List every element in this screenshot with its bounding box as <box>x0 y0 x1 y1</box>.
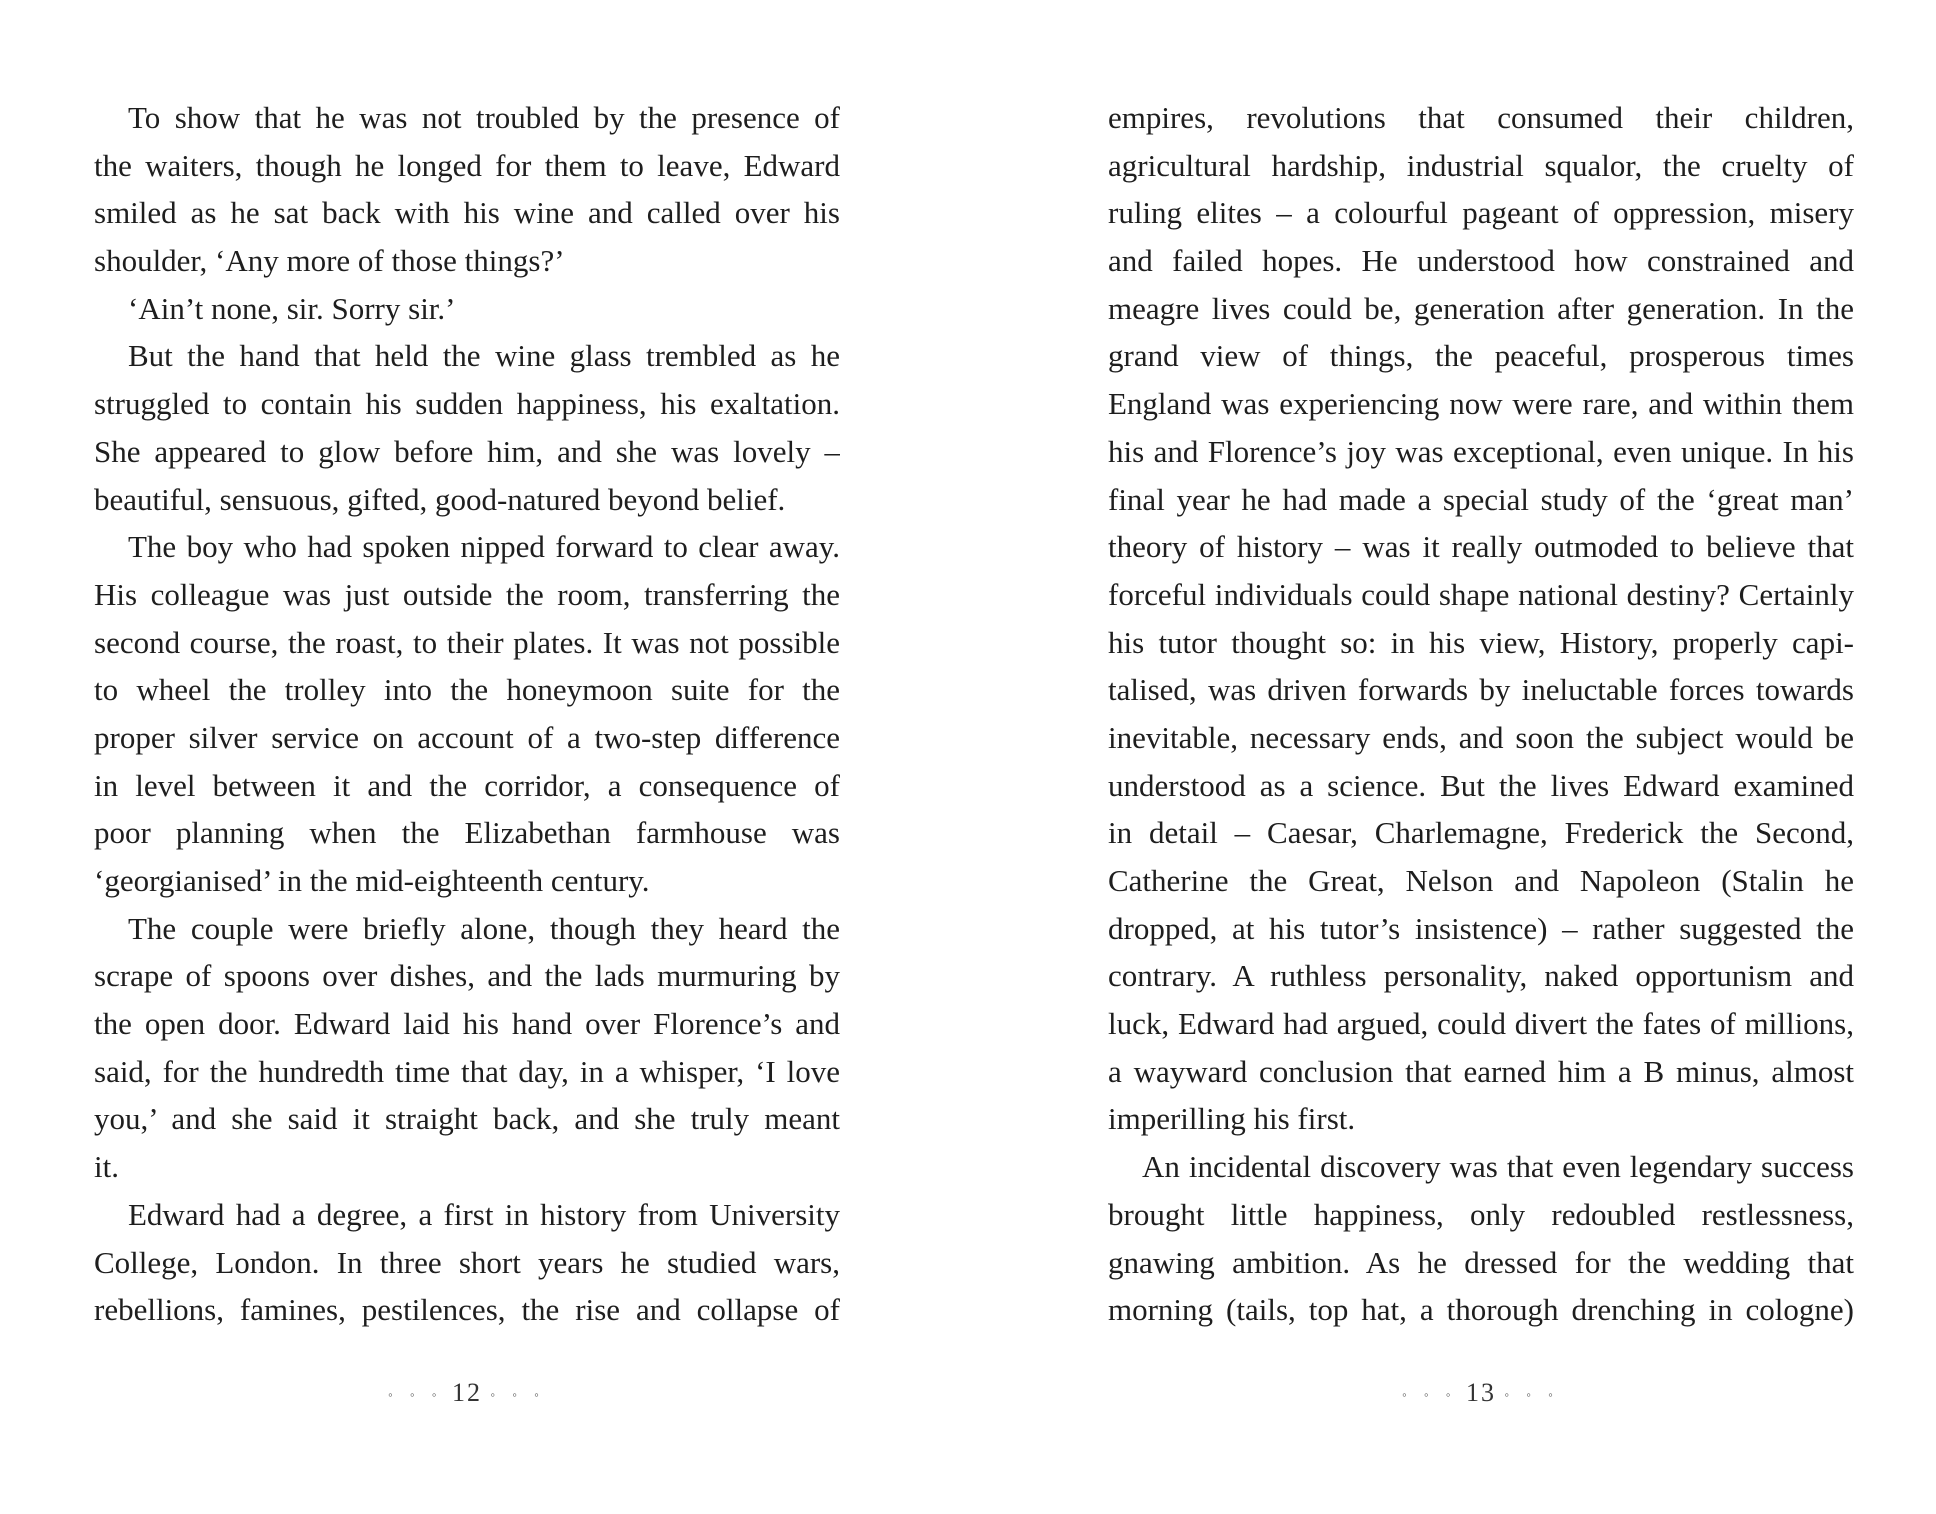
text-line: in level between it and the corridor, a consequence of <box>94 767 840 803</box>
text-line: the waiters, though he longed for them to leave, Edward <box>94 147 840 183</box>
text-line: forceful individuals could shape national destiny? Certainly <box>1108 576 1854 612</box>
text-line: ‘georgianised’ in the mid-eighteenth century. <box>94 863 650 898</box>
text-line: smiled as he sat back with his wine and called over his <box>94 195 840 231</box>
text-line: ‘Ain’t none, sir. Sorry sir.’ <box>128 290 456 326</box>
text-line: understood as a science. But the lives Edward examined <box>1108 767 1854 803</box>
text-line: scrape of spoons over dishes, and the lads murmuring by <box>94 958 840 994</box>
text-line: it. <box>94 1149 119 1185</box>
text-line: luck, Edward had argued, could divert the fates of millions, <box>1108 1006 1854 1042</box>
text-line: poor planning when the Elizabethan farmhouse was <box>94 815 840 851</box>
text-line: proper silver service on account of a two-step difference <box>94 719 840 755</box>
text-line: theory of history – was it really outmoded to believe that <box>1108 529 1854 565</box>
text-line: contrary. A ruthless personality, naked opportunism and <box>1108 958 1854 994</box>
page-number-right: 13 <box>1466 1378 1496 1407</box>
text-line: But the hand that held the wine glass trembled as he <box>128 338 840 374</box>
left-page-number-footer <box>94 1378 840 1408</box>
text-line: talised, was driven forwards by ineluctable forces towards <box>1108 672 1854 708</box>
text-line: ruling elites – a colourful pageant of oppression, misery <box>1108 195 1854 231</box>
text-line: She appeared to glow before him, and she was lovely – <box>94 433 840 469</box>
text-line: said, for the hundredth time that day, in a whisper, ‘I love <box>94 1053 840 1089</box>
folio-ornament-left: ◦ ◦ ◦ <box>1402 1387 1458 1403</box>
text-line: An incidental discovery was that even legendary success <box>1142 1149 1854 1185</box>
text-line: second course, the roast, to their plates. It was not possible <box>94 624 840 660</box>
folio-ornament-right: ◦ ◦ ◦ <box>490 1387 546 1403</box>
text-line: a wayward conclusion that earned him a B minus, almost <box>1108 1053 1854 1089</box>
text-line: meagre lives could be, generation after generation. In the <box>1108 290 1854 326</box>
text-line: dropped, at his tutor’s insistence) – rather suggested the <box>1108 910 1854 946</box>
text-line: and failed hopes. He understood how constrained and <box>1108 243 1854 279</box>
text-line: brought little happiness, only redoubled restlessness, <box>1108 1196 1854 1232</box>
text-line: Catherine the Great, Nelson and Napoleon (Stalin he <box>1108 863 1854 898</box>
text-line: his tutor thought so: in his view, History, properly capi- <box>1108 624 1854 660</box>
text-line: his and Florence’s joy was exceptional, even unique. In his <box>1108 433 1854 469</box>
left-page-text <box>94 94 840 1334</box>
text-line: rebellions, famines, pestilences, the rise and collapse of <box>94 1292 840 1328</box>
text-line: to wheel the trolley into the honeymoon suite for the <box>94 672 840 708</box>
text-line: College, London. In three short years he studied wars, <box>94 1244 840 1280</box>
text-line: gnawing ambition. As he dressed for the wedding that <box>1108 1244 1854 1280</box>
text-line: in detail – Caesar, Charlemagne, Frederick the Second, <box>1108 815 1854 851</box>
right-page-number-footer <box>1108 1378 1854 1408</box>
text-line: shoulder, ‘Any more of those things?’ <box>94 243 565 279</box>
text-line: inevitable, necessary ends, and soon the subject would be <box>1108 719 1854 755</box>
text-line: morning (tails, top hat, a thorough drenching in cologne) <box>1108 1292 1854 1328</box>
text-line: the open door. Edward laid his hand over Florence’s and <box>94 1006 840 1042</box>
right-page-text <box>1108 94 1854 1334</box>
text-line: grand view of things, the peaceful, prosperous times <box>1108 338 1854 374</box>
text-line: agricultural hardship, industrial squalor, the cruelty of <box>1108 147 1854 183</box>
page-number-left: 12 <box>452 1378 482 1407</box>
text-line: His colleague was just outside the room, transferring the <box>94 576 840 612</box>
text-line: Edward had a degree, a first in history from University <box>128 1196 840 1232</box>
text-line: England was experiencing now were rare, and within them <box>1108 386 1854 422</box>
text-line: To show that he was not troubled by the presence of <box>128 100 840 135</box>
text-line: final year he had made a special study of the ‘great man’ <box>1108 481 1854 517</box>
text-line: you,’ and she said it straight back, and she truly meant <box>94 1101 840 1137</box>
folio-ornament-right: ◦ ◦ ◦ <box>1504 1387 1560 1403</box>
folio-ornament-left: ◦ ◦ ◦ <box>388 1387 444 1403</box>
text-line: struggled to contain his sudden happiness, his exaltation. <box>94 386 840 422</box>
text-line: beautiful, sensuous, gifted, good-natured beyond belief. <box>94 481 786 517</box>
text-line: empires, revolutions that consumed their children, <box>1108 100 1854 135</box>
text-line: imperilling his first. <box>1108 1101 1356 1137</box>
text-line: The boy who had spoken nipped forward to clear away. <box>128 529 840 565</box>
text-line: The couple were briefly alone, though they heard the <box>128 910 840 946</box>
